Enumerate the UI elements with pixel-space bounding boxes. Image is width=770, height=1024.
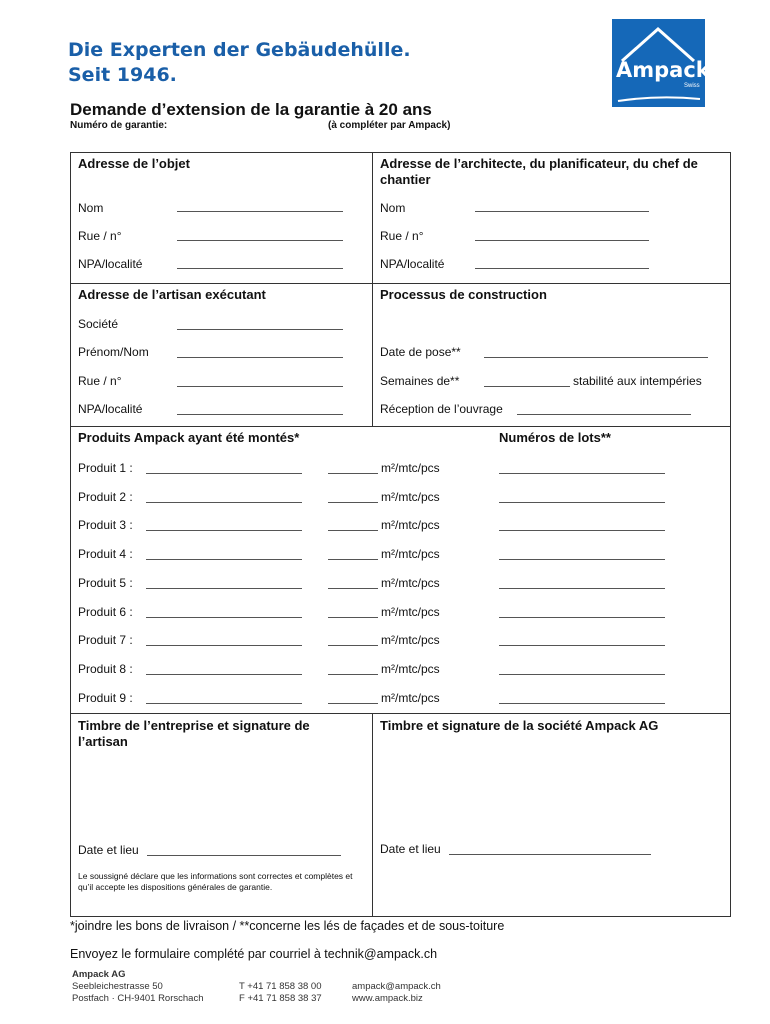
product-name-field[interactable] <box>146 530 302 531</box>
divider <box>372 713 373 917</box>
send-instruction: Envoyez le formulaire complété par courriel à technik@ampack.ch <box>70 947 438 961</box>
product-unit: m²/mtc/pcs <box>381 547 440 562</box>
artisan-signature-heading: Timbre de l’entreprise et signature de l’artisan <box>78 718 310 749</box>
product-label: Produit 6 : <box>78 604 133 619</box>
lot-number-field[interactable] <box>499 703 665 704</box>
architect-street-field[interactable] <box>475 240 649 241</box>
weeks-suffix: stabilité aux intempéries <box>573 374 702 388</box>
product-name-field[interactable] <box>146 502 302 503</box>
lot-number-field[interactable] <box>499 674 665 675</box>
product-unit: m²/mtc/pcs <box>381 489 440 504</box>
product-quantity-field[interactable] <box>328 674 378 675</box>
tagline-line-1: Die Experten der Gebäudehülle. <box>68 39 411 61</box>
product-quantity-field[interactable] <box>328 473 378 474</box>
product-name-field[interactable] <box>146 473 302 474</box>
product-unit: m²/mtc/pcs <box>381 690 440 705</box>
product-name-field[interactable] <box>146 703 302 704</box>
product-unit: m²/mtc/pcs <box>381 461 440 475</box>
tagline <box>68 38 411 88</box>
product-row <box>71 459 731 479</box>
product-name-field[interactable] <box>146 588 302 589</box>
product-name-field[interactable] <box>146 559 302 560</box>
product-row <box>71 660 731 680</box>
footer-phone: T +41 71 858 38 00 <box>239 981 322 992</box>
product-label: Produit 7 : <box>78 633 133 648</box>
lot-number-field[interactable] <box>499 617 665 618</box>
reception-field[interactable] <box>517 414 691 415</box>
product-unit: m²/mtc/pcs <box>381 518 440 533</box>
lot-number-field[interactable] <box>499 559 665 560</box>
artisan-street-field[interactable] <box>177 386 343 387</box>
object-name-label: Nom <box>78 201 104 215</box>
logo-wordmark: Ampack <box>616 58 710 82</box>
ampack-logo <box>612 19 710 107</box>
weeks-label: Semaines de** <box>380 374 460 388</box>
divider <box>71 283 730 284</box>
footer-company: Ampack AG <box>72 969 126 980</box>
product-quantity-field[interactable] <box>328 530 378 531</box>
lots-heading: Numéros de lots** <box>499 430 611 445</box>
product-label: Produit 9 : <box>78 690 133 705</box>
object-street-field[interactable] <box>177 240 343 241</box>
tagline-line-2: Seit 1946. <box>68 64 177 86</box>
form-title: Demande d’extension de la garantie à 20 ans <box>70 100 432 119</box>
architect-street-label: Rue / n° <box>380 229 424 243</box>
object-address-heading: Adresse de l’objet <box>78 156 190 171</box>
product-row <box>71 488 731 508</box>
logo-sub: Swiss <box>684 83 700 89</box>
ampack-date-field[interactable] <box>449 854 651 855</box>
object-name-field[interactable] <box>177 211 343 212</box>
product-row <box>71 689 731 709</box>
product-quantity-field[interactable] <box>328 617 378 618</box>
installation-date-label: Date de pose** <box>380 345 461 359</box>
product-name-field[interactable] <box>146 674 302 675</box>
artisan-address-heading: Adresse de l’artisan exécutant <box>78 287 266 302</box>
artisan-company-label: Société <box>78 317 119 331</box>
product-quantity-field[interactable] <box>328 703 378 704</box>
footer-po-box: Postfach · CH-9401 Rorschach <box>72 993 204 1004</box>
product-name-field[interactable] <box>146 617 302 618</box>
product-label: Produit 1 : <box>78 461 133 475</box>
reception-label: Réception de l’ouvrage <box>380 402 503 416</box>
installation-date-field[interactable] <box>484 357 708 358</box>
artisan-name-label: Prénom/Nom <box>78 345 149 359</box>
warranty-number-label: Numéro de garantie: <box>70 120 168 131</box>
lot-number-field[interactable] <box>499 645 665 646</box>
product-label: Produit 5 : <box>78 575 133 590</box>
artisan-city-field[interactable] <box>177 414 343 415</box>
artisan-street-label: Rue / n° <box>78 374 122 388</box>
product-quantity-field[interactable] <box>328 559 378 560</box>
footer-street: Seebleichestrasse 50 <box>72 981 163 992</box>
product-label: Produit 4 : <box>78 547 133 562</box>
object-city-field[interactable] <box>177 268 343 269</box>
lot-number-field[interactable] <box>499 502 665 503</box>
architect-name-field[interactable] <box>475 211 649 212</box>
divider <box>372 153 373 426</box>
footer-fax: F +41 71 858 38 37 <box>239 993 322 1004</box>
architect-city-label: NPA/localité <box>380 257 445 271</box>
architect-city-field[interactable] <box>475 268 649 269</box>
product-label: Produit 2 : <box>78 489 133 504</box>
product-label: Produit 8 : <box>78 661 133 676</box>
artisan-date-label: Date et lieu <box>78 843 139 857</box>
product-name-field[interactable] <box>146 645 302 646</box>
product-quantity-field[interactable] <box>328 588 378 589</box>
divider <box>71 426 730 427</box>
products-heading: Produits Ampack ayant été montés* <box>78 430 300 445</box>
warranty-form <box>70 152 731 917</box>
footnote: *joindre les bons de livraison / **concerne les lés de façades et de sous-toiture <box>70 919 505 933</box>
artisan-date-field[interactable] <box>147 855 341 856</box>
weeks-field[interactable] <box>484 386 570 387</box>
architect-name-label: Nom <box>380 201 406 215</box>
ampack-date-label: Date et lieu <box>380 842 441 856</box>
product-unit: m²/mtc/pcs <box>381 575 440 590</box>
artisan-company-field[interactable] <box>177 329 343 330</box>
lot-number-field[interactable] <box>499 530 665 531</box>
product-unit: m²/mtc/pcs <box>381 661 440 676</box>
product-row <box>71 516 731 536</box>
footer-email[interactable]: ampack@ampack.ch <box>352 981 441 992</box>
artisan-name-field[interactable] <box>177 357 343 358</box>
declaration-text: Le soussigné déclare que les informations sont correctes et complètes et qu’il accepte les dispositions générales de garantie. <box>78 871 353 892</box>
divider <box>71 713 730 714</box>
product-label: Produit 3 : <box>78 518 133 533</box>
product-quantity-field[interactable] <box>328 645 378 646</box>
product-quantity-field[interactable] <box>328 502 378 503</box>
architect-address-heading: Adresse de l’architecte, du planificateur, du chef de chantier <box>380 156 698 187</box>
artisan-city-label: NPA/localité <box>78 402 143 416</box>
product-row <box>71 603 731 623</box>
product-unit: m²/mtc/pcs <box>381 604 440 619</box>
lot-number-field[interactable] <box>499 473 665 474</box>
product-unit: m²/mtc/pcs <box>381 633 440 648</box>
ampack-signature-heading: Timbre et signature de la société Ampack AG <box>380 718 659 733</box>
footer-web[interactable]: www.ampack.biz <box>352 993 423 1004</box>
warranty-number-note: (à compléter par Ampack) <box>328 120 451 131</box>
product-row <box>71 631 731 651</box>
product-row <box>71 545 731 565</box>
object-street-label: Rue / n° <box>78 229 122 243</box>
product-row <box>71 574 731 594</box>
lot-number-field[interactable] <box>499 588 665 589</box>
object-city-label: NPA/localité <box>78 257 143 271</box>
construction-process-heading: Processus de construction <box>380 287 547 302</box>
